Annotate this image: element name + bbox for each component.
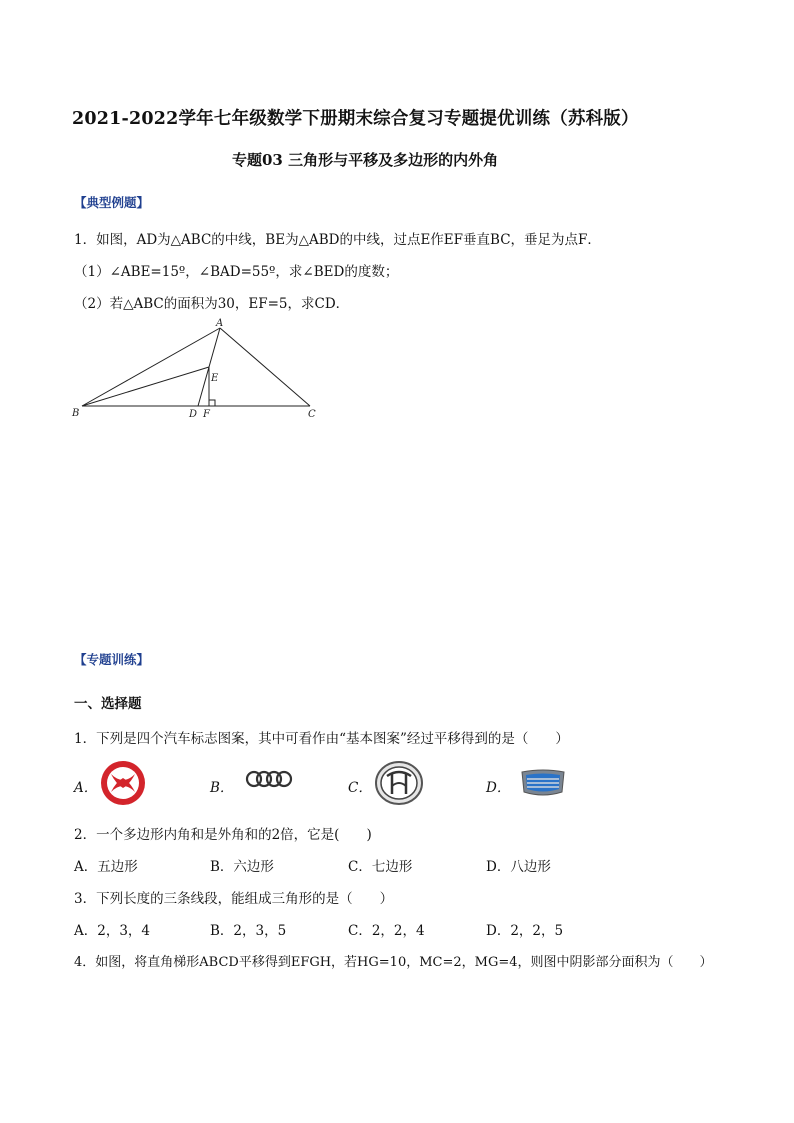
q2-option-d: D．八边形 [486,859,551,875]
q2-option-b: B．六边形 [210,859,274,875]
q2-option-c: C．七边形 [348,859,413,875]
example-q1-line2: （1）∠ABE=15º，∠BAD=55º，求∠BED的度数； [74,264,399,280]
brilliance-logo-icon [374,760,424,806]
example-q1-line1: 1．如图，AD为△ABC的中线，BE为△ABD的中线，过点E作EF垂直BC，垂足为点F． [74,232,601,248]
q3-stem: 3．下列长度的三条线段，能组成三角形的是（ ） [74,891,394,907]
q2-option-a: A．五边形 [74,859,138,875]
label-f: F [203,409,210,420]
training-section-label: 【专题训练】 [74,652,150,667]
segment-be [82,367,209,406]
q1-option-a-label: A． [74,780,98,796]
q1-option-c-label: C． [348,780,372,796]
label-a: A [216,318,224,329]
segment-ac [220,328,310,406]
document-title: 2021-2022学年七年级数学下册期末综合复习专题提优训练（苏科版） [72,109,639,129]
geely-logo-icon [518,768,568,798]
example-q1-line3: （2）若△ABC的面积为30，EF=5，求CD． [74,296,350,312]
q3-option-d: D．2，2，5 [486,923,564,939]
q3-option-b: B．2，3，5 [210,923,287,939]
label-e: E [211,373,219,384]
q3-option-a: A．2，3，4 [74,923,151,939]
label-d: D [189,409,198,420]
q2-stem: 2．一个多边形内角和是外角和的2倍，它是( ) [74,827,372,843]
dongfeng-logo-icon [100,760,146,806]
part1-heading: 一、选择题 [74,696,142,712]
q1-option-d-label: D． [486,780,511,796]
q4-stem: 4．如图，将直角梯形ABCD平移得到EFGH，若HG=10，MC=2，MG=4，则图中阴影部分面积为（ ） [74,955,713,970]
segment-ab [82,328,220,406]
q1-stem: 1．下列是四个汽车标志图案，其中可看作由“基本图案”经过平移得到的是（ ） [74,731,569,747]
audi-rings-logo-icon [245,770,293,788]
label-c: C [308,409,316,420]
q3-option-c: C．2，2，4 [348,923,425,939]
document-subtitle: 专题03 三角形与平移及多边形的内外角 [232,151,499,169]
right-angle-mark [209,400,215,406]
label-b: B [72,408,80,419]
triangle-figure [70,315,330,425]
q1-option-b-label: B． [210,780,234,796]
example-section-label: 【典型例题】 [74,195,150,210]
